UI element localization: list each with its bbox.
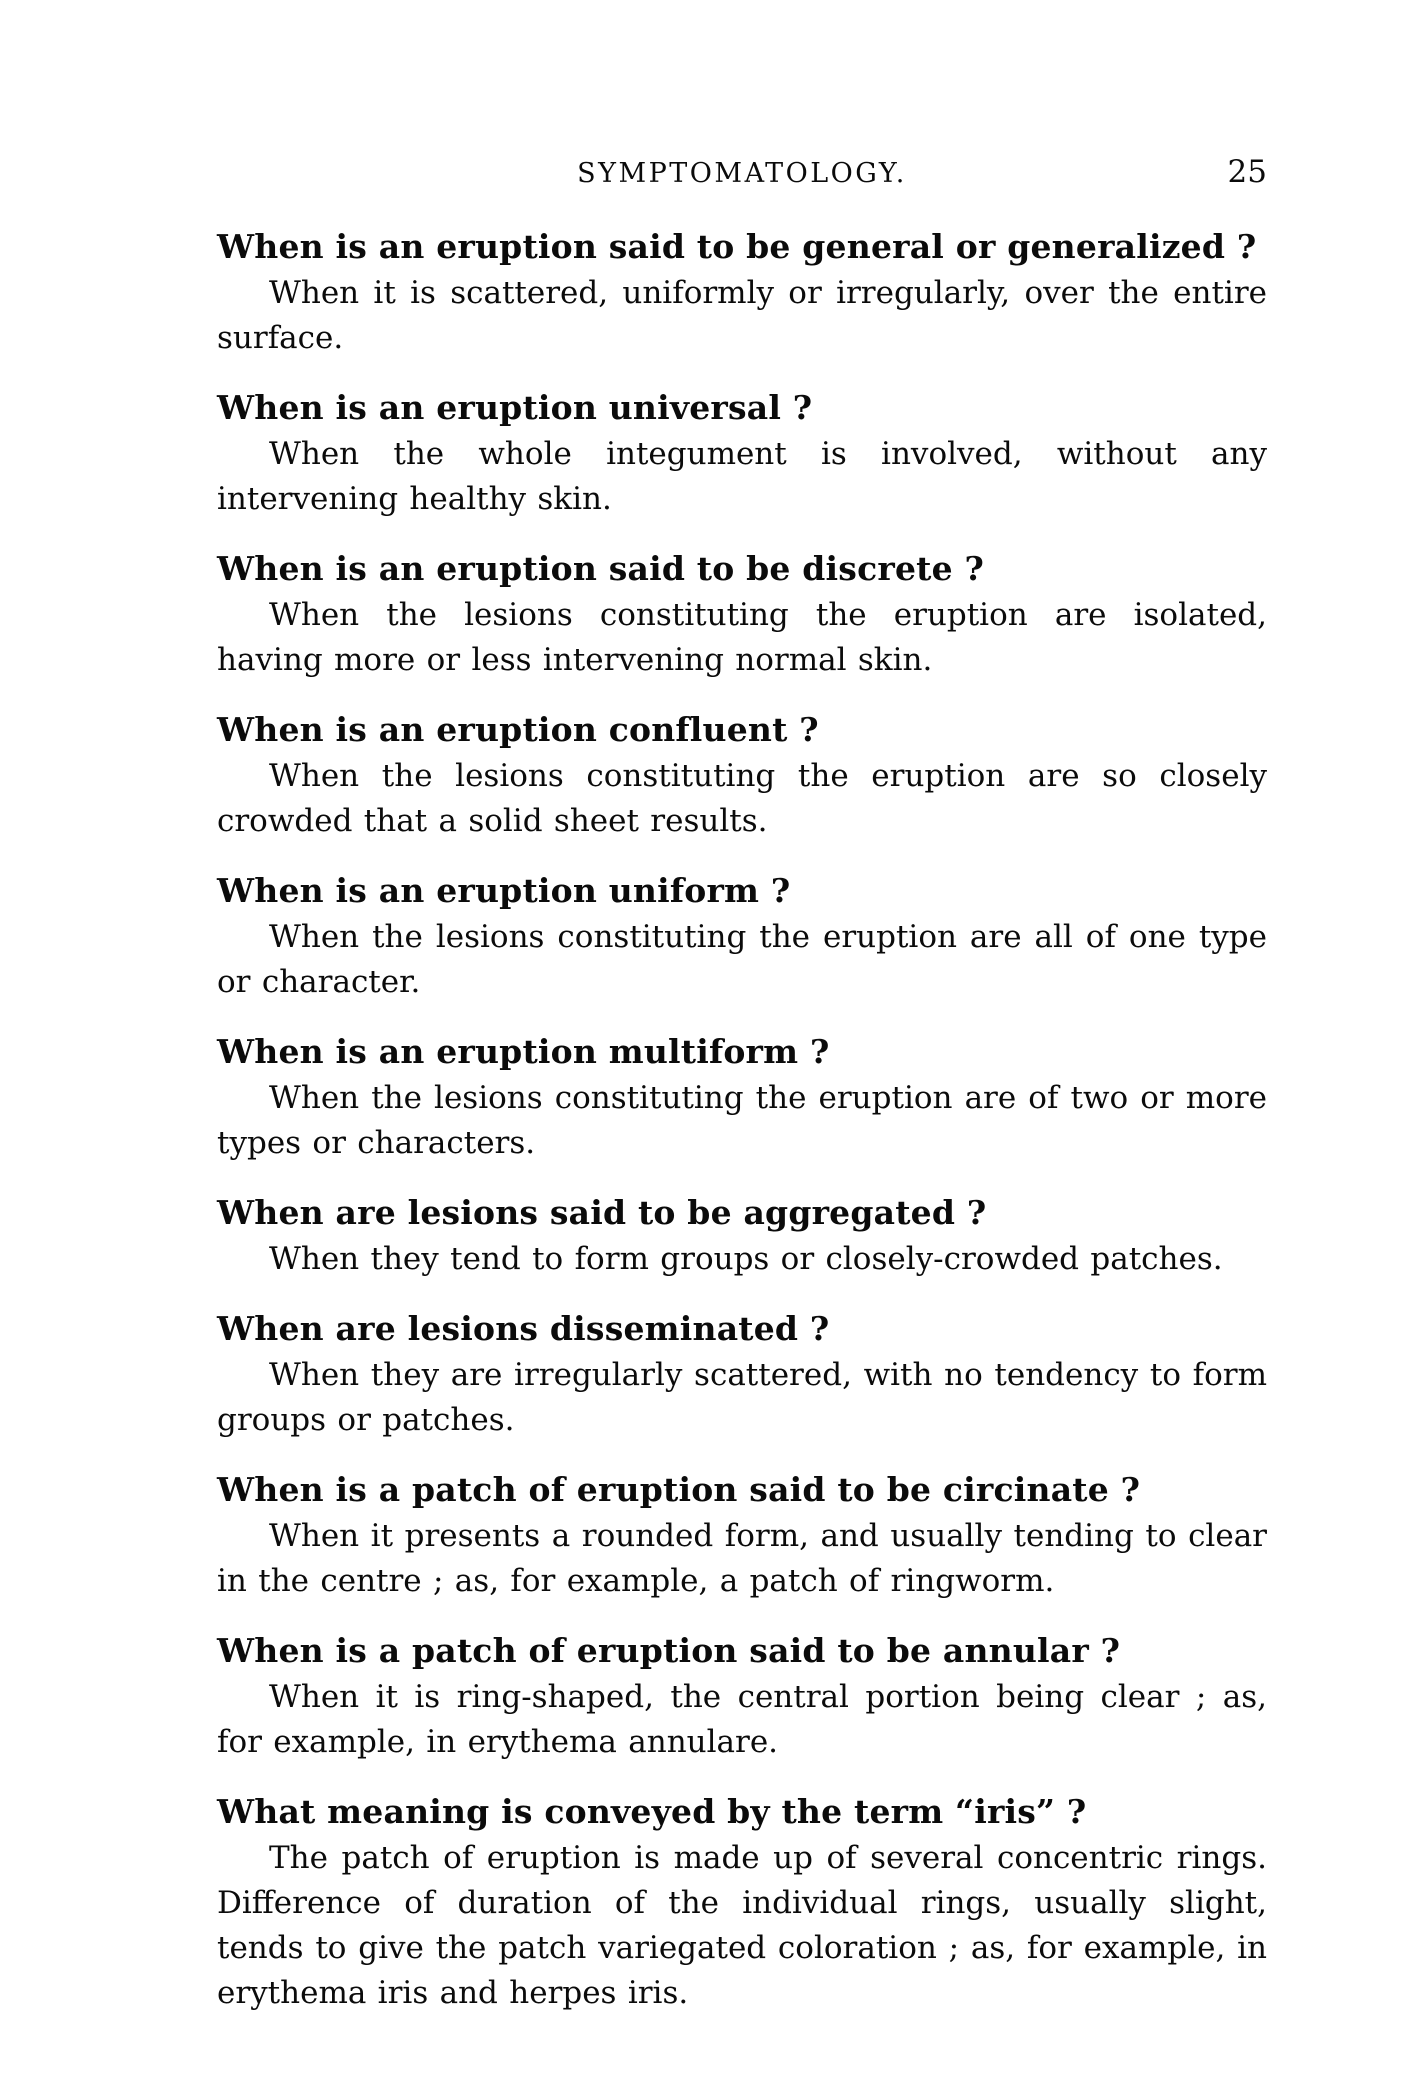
question-multiform: When is an eruption multiform ?	[217, 1032, 830, 1071]
question-circinate: When is a patch of eruption said to be circinate ?	[217, 1470, 1141, 1509]
qa-section	[217, 1791, 1267, 2016]
qa-section	[217, 1031, 1267, 1166]
question-general-or-generalized: When is an eruption said to be general or generalized ?	[217, 227, 1257, 266]
qa-section	[217, 548, 1267, 683]
answer-general-or-generalized: When it is scattered, uniformly or irregularly, over the entire surface.	[217, 275, 1267, 356]
qa-section	[217, 1630, 1267, 1765]
answer-uniform: When the lesions constituting the eruption are all of one type or character.	[217, 919, 1267, 1000]
answer-discrete: When the lesions constituting the eruption are isolated, having more or less intervening normal skin.	[217, 597, 1267, 678]
qa-list	[217, 226, 1267, 2016]
question-disseminated: When are lesions disseminated ?	[217, 1309, 830, 1348]
answer-disseminated: When they are irregularly scattered, with no tendency to form groups or patches.	[217, 1357, 1267, 1438]
question-confluent: When is an eruption confluent ?	[217, 710, 819, 749]
page-number: 25	[1227, 154, 1267, 190]
qa-section	[217, 1469, 1267, 1604]
qa-section	[217, 709, 1267, 844]
running-header: SYMPTOMATOLOGY.	[577, 158, 907, 189]
page-header	[217, 154, 1267, 192]
answer-universal: When the whole integument is involved, without any intervening healthy skin.	[217, 436, 1267, 517]
question-uniform: When is an eruption uniform ?	[217, 871, 791, 910]
answer-circinate: When it presents a rounded form, and usually tending to clear in the centre ; as, for example, a patch of ringworm.	[217, 1518, 1267, 1599]
question-annular: When is a patch of eruption said to be annular ?	[217, 1631, 1121, 1670]
answer-iris: The patch of eruption is made up of several concentric rings. Difference of duration of the individual rings, usually slight, tends to give the patch variegated coloration ; as, for example, in erythema iris and herpes iris.	[217, 1840, 1267, 2011]
qa-section	[217, 1308, 1267, 1443]
qa-section	[217, 870, 1267, 1005]
answer-confluent: When the lesions constituting the eruption are so closely crowded that a solid sheet results.	[217, 758, 1267, 839]
question-aggregated: When are lesions said to be aggregated ?	[217, 1193, 987, 1232]
question-discrete: When is an eruption said to be discrete ?	[217, 549, 985, 588]
qa-section	[217, 387, 1267, 522]
qa-section	[217, 1192, 1267, 1282]
question-iris: What meaning is conveyed by the term “iris” ?	[217, 1792, 1087, 1831]
answer-aggregated: When they tend to form groups or closely-crowded patches.	[269, 1241, 1223, 1277]
answer-multiform: When the lesions constituting the eruption are of two or more types or characters.	[217, 1080, 1267, 1161]
book-page	[217, 154, 1267, 2016]
answer-annular: When it is ring-shaped, the central portion being clear ; as, for example, in erythema annulare.	[217, 1679, 1267, 1760]
question-universal: When is an eruption universal ?	[217, 388, 813, 427]
qa-section	[217, 226, 1267, 361]
